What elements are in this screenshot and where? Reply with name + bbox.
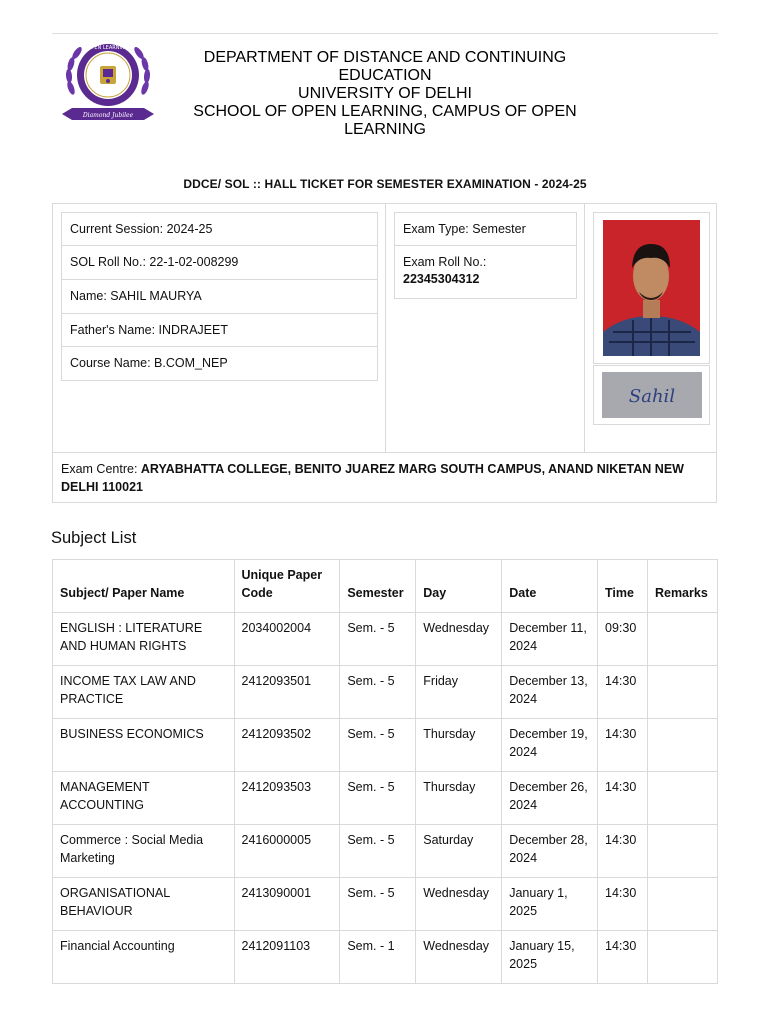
sol-roll-field: SOL Roll No.: 22-1-02-008299 — [61, 245, 378, 280]
cell-time: 14:30 — [598, 931, 648, 984]
cell-paper-code: 2413090001 — [234, 878, 340, 931]
course-name-field: Course Name: B.COM_NEP — [61, 346, 378, 381]
table-header-row — [53, 560, 718, 613]
exam-roll-label: Exam Roll No.: — [403, 255, 487, 269]
cell-date: December 19, 2024 — [502, 719, 598, 772]
subject-list-heading: Subject List — [51, 529, 137, 547]
cell-semester: Sem. - 5 — [340, 666, 416, 719]
cell-subject: MANAGEMENT ACCOUNTING — [53, 772, 235, 825]
cell-subject: ORGANISATIONAL BEHAVIOUR — [53, 878, 235, 931]
cell-date: December 28, 2024 — [502, 825, 598, 878]
svg-text:OPEN LEARNING: OPEN LEARNING — [87, 45, 129, 51]
cell-day: Wednesday — [416, 878, 502, 931]
cell-time: 14:30 — [598, 825, 648, 878]
university-logo — [58, 38, 158, 128]
table-row — [53, 931, 718, 984]
cell-semester: Sem. - 5 — [340, 825, 416, 878]
table-row — [53, 772, 718, 825]
col-semester: Semester — [340, 560, 416, 613]
hall-ticket-subtitle: DDCE/ SOL :: HALL TICKET FOR SEMESTER EXAMINATION - 2024-25 — [183, 177, 587, 191]
cell-date: December 11, 2024 — [502, 613, 598, 666]
cell-date: January 15, 2025 — [502, 931, 598, 984]
cell-semester: Sem. - 5 — [340, 719, 416, 772]
header-line-school: SCHOOL OF OPEN LEARNING, CAMPUS OF OPEN LEARNING — [193, 103, 577, 138]
col-day: Day — [416, 560, 502, 613]
cell-remarks — [647, 666, 717, 719]
cell-paper-code: 2412093501 — [234, 666, 340, 719]
cell-day: Wednesday — [416, 931, 502, 984]
exam-centre-label: Exam Centre: — [61, 462, 141, 476]
student-photo — [593, 212, 710, 364]
student-info-box — [52, 203, 717, 503]
top-divider — [52, 33, 718, 34]
cell-date: January 1, 2025 — [502, 878, 598, 931]
cell-subject: Financial Accounting — [53, 931, 235, 984]
cell-time: 09:30 — [598, 613, 648, 666]
cell-subject: BUSINESS ECONOMICS — [53, 719, 235, 772]
current-session-field: Current Session: 2024-25 — [61, 212, 378, 246]
table-row — [53, 666, 718, 719]
col-time: Time — [598, 560, 648, 613]
cell-subject: INCOME TAX LAW AND PRACTICE — [53, 666, 235, 719]
divider — [53, 452, 716, 453]
cell-time: 14:30 — [598, 719, 648, 772]
cell-semester: Sem. - 5 — [340, 878, 416, 931]
cell-day: Wednesday — [416, 613, 502, 666]
cell-remarks — [647, 772, 717, 825]
table-row — [53, 719, 718, 772]
father-name-field: Father's Name: INDRAJEET — [61, 313, 378, 347]
header-line-university: UNIVERSITY OF DELHI — [298, 85, 472, 102]
cell-remarks — [647, 931, 717, 984]
cell-day: Thursday — [416, 772, 502, 825]
cell-subject: Commerce : Social Media Marketing — [53, 825, 235, 878]
col-date: Date — [502, 560, 598, 613]
col-paper-code: Unique Paper Code — [234, 560, 340, 613]
svg-text:Sahil: Sahil — [628, 386, 676, 407]
cell-paper-code: 2412091103 — [234, 931, 340, 984]
cell-semester: Sem. - 5 — [340, 613, 416, 666]
page-title — [185, 49, 585, 139]
subject-table — [52, 559, 718, 984]
cell-remarks — [647, 825, 717, 878]
cell-paper-code: 2416000005 — [234, 825, 340, 878]
cell-subject: ENGLISH : LITERATURE AND HUMAN RIGHTS — [53, 613, 235, 666]
cell-paper-code: 2412093503 — [234, 772, 340, 825]
cell-day: Friday — [416, 666, 502, 719]
table-row — [53, 613, 718, 666]
header-line-department: DEPARTMENT OF DISTANCE AND CONTINUING EDUCATION — [203, 49, 567, 84]
cell-day: Thursday — [416, 719, 502, 772]
divider — [385, 204, 386, 452]
cell-time: 14:30 — [598, 878, 648, 931]
exam-roll-value: 22345304312 — [403, 272, 480, 286]
cell-time: 14:30 — [598, 666, 648, 719]
cell-semester: Sem. - 5 — [340, 772, 416, 825]
col-subject: Subject/ Paper Name — [53, 560, 235, 613]
cell-time: 14:30 — [598, 772, 648, 825]
cell-date: December 26, 2024 — [502, 772, 598, 825]
cell-remarks — [647, 719, 717, 772]
cell-paper-code: 2034002004 — [234, 613, 340, 666]
exam-centre — [53, 460, 716, 496]
cell-paper-code: 2412093502 — [234, 719, 340, 772]
cell-remarks — [647, 613, 717, 666]
table-row — [53, 878, 718, 931]
table-row — [53, 825, 718, 878]
exam-roll-field — [394, 245, 577, 299]
cell-semester: Sem. - 1 — [340, 931, 416, 984]
student-signature — [593, 365, 710, 425]
cell-remarks — [647, 878, 717, 931]
exam-type-field: Exam Type: Semester — [394, 212, 577, 246]
col-remarks: Remarks — [647, 560, 717, 613]
svg-text:Diamond Jubilee: Diamond Jubilee — [82, 112, 134, 119]
student-name-field: Name: SAHIL MAURYA — [61, 279, 378, 314]
exam-centre-value: ARYABHATTA COLLEGE, BENITO JUAREZ MARG SOUTH CAMPUS, ANAND NIKETAN NEW DELHI 110021 — [61, 462, 684, 494]
cell-date: December 13, 2024 — [502, 666, 598, 719]
divider — [584, 204, 585, 452]
cell-day: Saturday — [416, 825, 502, 878]
